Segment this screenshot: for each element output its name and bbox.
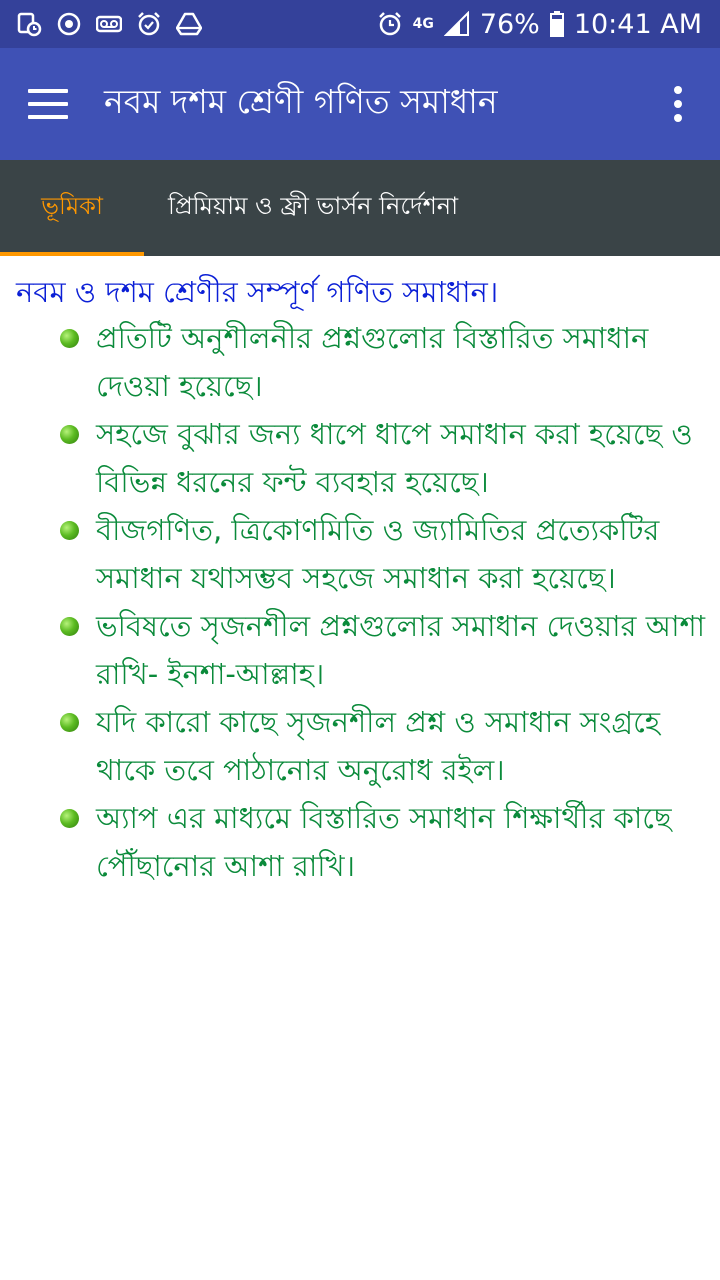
list-item-text: প্রতিটি অনুশীলনীর প্রশ্নগুলোর বিস্তারিত সমাধান দেওয়া হয়েছে। [96, 321, 649, 403]
status-bar-notifications [16, 11, 202, 37]
list-item [16, 506, 708, 602]
list-item [16, 794, 708, 890]
notification-icon [16, 11, 42, 37]
tab-introduction[interactable]: ভূমিকা [0, 160, 144, 256]
bullet-icon [60, 329, 79, 348]
bullet-icon [60, 521, 79, 540]
bullet-icon [60, 425, 79, 444]
list-item [16, 314, 708, 410]
list-item [16, 698, 708, 794]
content-area [0, 256, 720, 890]
list-item [16, 602, 708, 698]
feature-list [16, 314, 708, 890]
list-item-text: সহজে বুঝার জন্য ধাপে ধাপে সমাধান করা হয়েছে ও বিভিন্ন ধরনের ফন্ট ব্যবহার হয়েছে। [96, 417, 693, 499]
drive-icon [176, 11, 202, 37]
battery-percent: 76% [479, 8, 540, 40]
list-item-text: বীজগণিত, ত্রিকোণমিতি ও জ্যামিতির প্রত্যেকটির সমাধান যথাসম্ভব সহজে সমাধান করা হয়েছে। [96, 513, 660, 595]
voicemail-icon [96, 11, 122, 37]
sync-icon [56, 11, 82, 37]
clock: 10:41 AM [573, 8, 702, 40]
hamburger-menu-icon[interactable] [28, 89, 68, 119]
status-bar [0, 0, 720, 48]
bullet-icon [60, 809, 79, 828]
bullet-icon [60, 713, 79, 732]
list-item-text: যদি কারো কাছে সৃজনশীল প্রশ্ন ও সমাধান সংগ্রহে থাকে তবে পাঠানোর অনুরোধ রইল। [96, 705, 661, 787]
list-item-text: ভবিষতে সৃজনশীল প্রশ্নগুলোর সমাধান দেওয়ার আশা রাখি- ইনশা-আল্লাহ। [96, 609, 706, 691]
app-bar [0, 48, 720, 160]
signal-icon [444, 11, 470, 37]
tab-bar [0, 160, 720, 256]
alarm-icon [377, 11, 403, 37]
app-title: নবম দশম শ্রেণী গণিত সমাধান [104, 82, 498, 121]
battery-icon [550, 11, 564, 37]
network-type: 4G [412, 16, 434, 32]
status-bar-system [377, 9, 702, 40]
bullet-icon [60, 617, 79, 636]
intro-text: নবম ও দশম শ্রেণীর সম্পূর্ণ গণিত সমাধান। [16, 275, 499, 309]
tab-premium-free-instructions[interactable]: প্রিমিয়াম ও ফ্রী ভার্সন নির্দেশনা [168, 192, 459, 220]
alarm-icon [136, 11, 162, 37]
list-item [16, 410, 708, 506]
list-item-text: অ্যাপ এর মাধ্যমে বিস্তারিত সমাধান শিক্ষার্থীর কাছে পৌঁছানোর আশা রাখি। [96, 801, 672, 883]
more-vertical-icon[interactable] [674, 86, 682, 122]
